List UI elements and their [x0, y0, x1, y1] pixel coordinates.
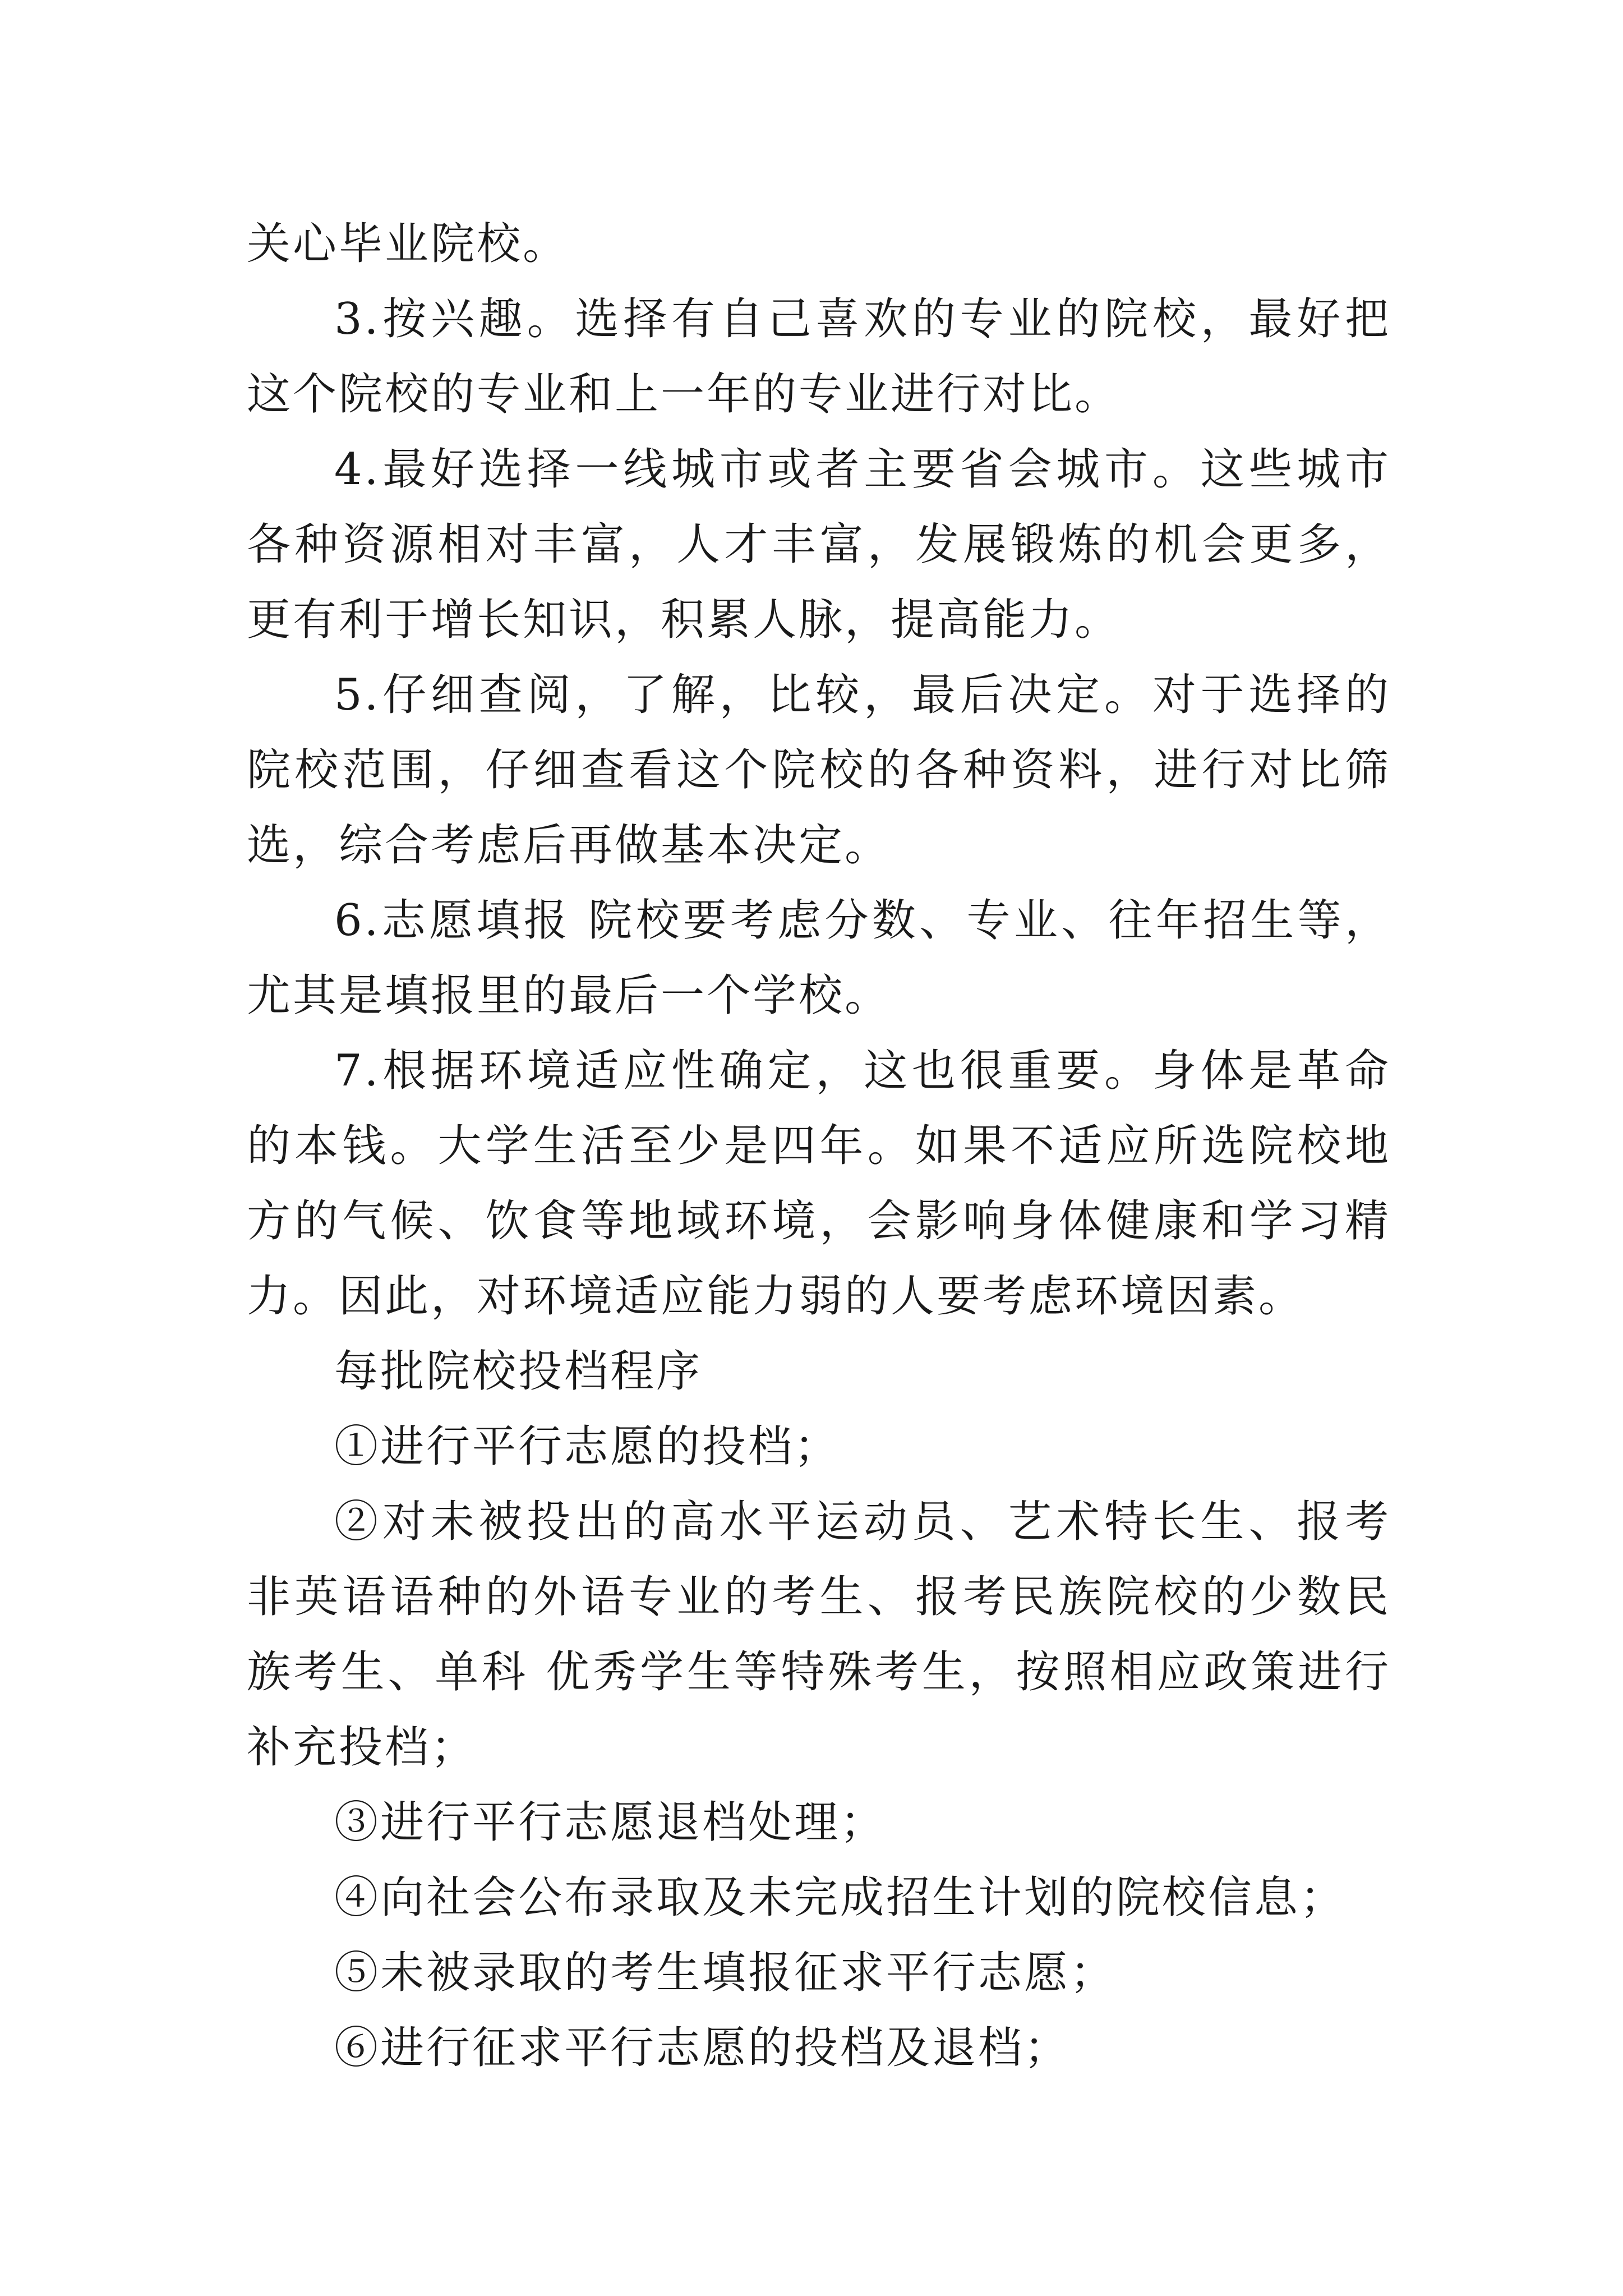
- procedure-step-6: ⑥进行征求平行志愿的投档及退档；: [334, 2023, 1071, 2073]
- procedure-step-2: ②对未被投出的高水平运动员、艺术特长生、报考非英语语种的外语专业的考生、报考民族院校的少数民族考生、单科 优秀学生等特殊考生，按照相应政策进行补充投档；: [247, 1497, 1391, 1773]
- document-body: [247, 206, 1391, 2086]
- paragraph-item-5-compare: 5.仔细查阅，了解，比较，最后决定。对于选择的院校范围，仔细查看这个院校的各种资料，进行对比筛选，综合考虑后再做基本决定。: [247, 670, 1391, 871]
- paragraph-closing-line: 关心毕业院校。: [247, 219, 569, 269]
- procedure-step-1: ①进行平行志愿的投档；: [334, 1421, 841, 1472]
- procedure-step-5: ⑤未被录取的考生填报征求平行志愿；: [334, 1948, 1117, 1998]
- paragraph-item-4-city: 4.最好选择一线城市或者主要省会城市。这些城市各种资源相对丰富，人才丰富，发展锻炼的机会更多，更有利于增长知识，积累人脉，提高能力。: [247, 444, 1391, 645]
- procedure-step-4: ④向社会公布录取及未完成招生计划的院校信息；: [334, 1872, 1347, 1923]
- paragraph-item-6-volunteer: 6.志愿填报 院校要考虑分数、专业、往年招生等，尤其是填报里的最后一个学校。: [247, 895, 1391, 1021]
- paragraph-item-7-environment: 7.根据环境适应性确定，这也很重要。身体是革命的本钱。大学生活至少是四年。如果不适应所选院校地方的气候、饮食等地域环境，会影响身体健康和学习精力。因此，对环境适应能力弱的人要考虑环境因素。: [247, 1046, 1391, 1322]
- procedure-step-3: ③进行平行志愿退档处理；: [334, 1797, 887, 1848]
- paragraph-item-3-interest: 3.按兴趣。选择有自己喜欢的专业的院校，最好把这个院校的专业和上一年的专业进行对比。: [247, 294, 1391, 420]
- section-heading-filing-procedure: 每批院校投档程序: [334, 1346, 703, 1397]
